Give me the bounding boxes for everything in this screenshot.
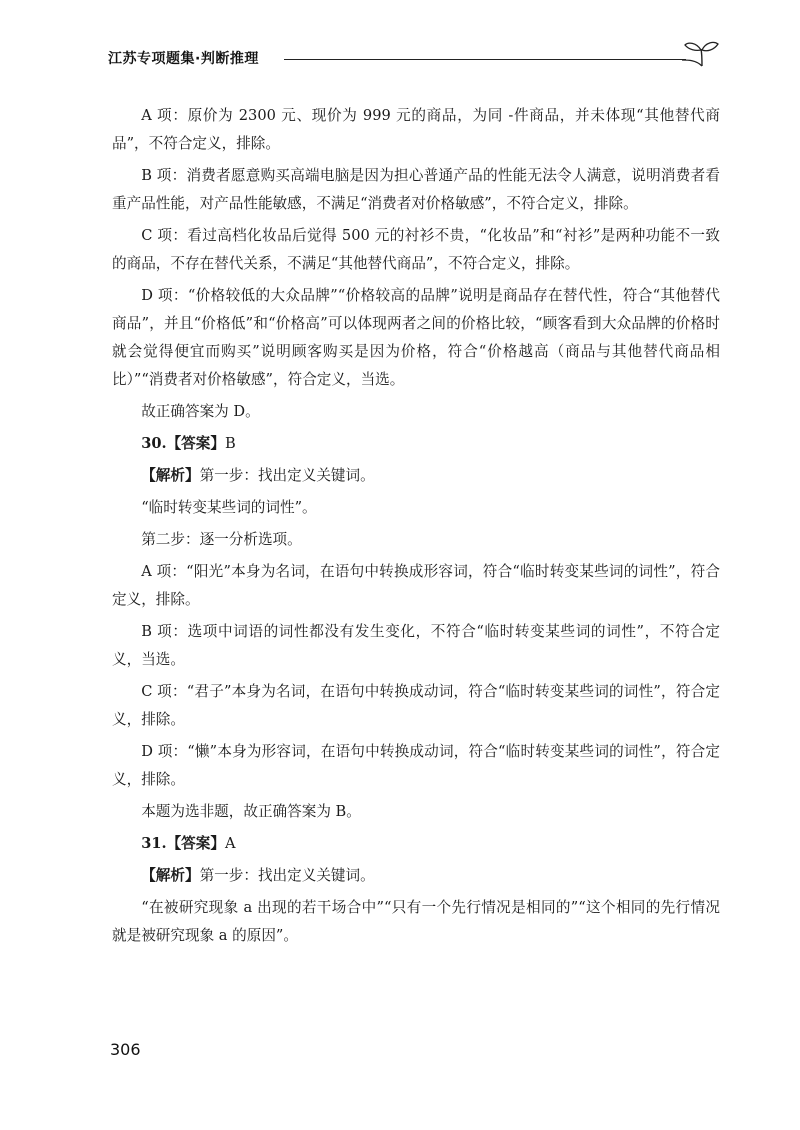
- paragraph-answer-29: 故正确答案为 D。: [141, 403, 260, 420]
- page-body: [112, 102, 720, 954]
- answer-label-31: 31.【答案】: [141, 835, 225, 852]
- answer-label-30: 30.【答案】: [141, 435, 225, 452]
- conclusion-30: 本题为选非题，故正确答案为 B。: [141, 803, 361, 820]
- answer-line-31: [112, 830, 720, 858]
- paragraph-option-a-29: A 项：原价为 2300 元、现价为 999 元的商品，为同 -件商品，并未体现“其他替代商品”，不符合定义，排除。: [112, 107, 720, 152]
- answer-line-30: [112, 430, 720, 458]
- paragraph-option-d-29: D 项：“价格较低的大众品牌”“价格较高的品牌”说明是商品存在替代性，符合“其他替代商品”，并且“价格低”和“价格高”可以体现两者之间的价格比较，“顾客看到大众品牌的价格时就会觉得便宜而购买”说明顾客购买是因为价格，符合“价格越高（商品与其他替代商品相比）”“消费者对价格敏感”，符合定义，当选。: [112, 287, 720, 388]
- answer-value-31: A: [224, 835, 236, 852]
- sprout-icon: [682, 38, 722, 68]
- step2-30: 第二步：逐一分析选项。: [141, 531, 302, 548]
- book-title: 江苏专项题集·判断推理: [108, 51, 259, 67]
- option-b-30: B 项：选项中词语的词性都没有发生变化，不符合“临时转变某些词的词性”，不符合定义，当选。: [112, 623, 720, 668]
- option-c-30: C 项：“君子”本身为名词，在语句中转换成动词，符合“临时转变某些词的词性”，符合定义，排除。: [112, 683, 720, 728]
- header-rule: [284, 59, 686, 60]
- option-a-30: A 项：“阳光”本身为名词，在语句中转换成形容词，符合“临时转变某些词的词性”，符合定义，排除。: [112, 563, 720, 608]
- page-number: 306: [110, 1040, 141, 1059]
- keywords-31: “在被研究现象 a 出现的若干场合中”“只有一个先行情况是相同的”“这个相同的先行情况就是被研究现象 a 的原因”。: [112, 899, 720, 944]
- keywords-30: “临时转变某些词的词性”。: [141, 499, 317, 516]
- option-d-30: D 项：“懒”本身为形容词，在语句中转换成动词，符合“临时转变某些词的词性”，符合定义，排除。: [112, 743, 720, 788]
- analysis-step1-30: [112, 462, 720, 490]
- step1-text-31: 第一步：找出定义关键词。: [199, 867, 375, 884]
- answer-value-30: B: [224, 435, 236, 452]
- step1-text-30: 第一步：找出定义关键词。: [199, 467, 375, 484]
- running-header: [108, 38, 728, 74]
- paragraph-option-b-29: B 项：消费者愿意购买高端电脑是因为担心普通产品的性能无法令人满意，说明消费者看重产品性能，对产品性能敏感，不满足“消费者对价格敏感”，不符合定义，排除。: [112, 167, 720, 212]
- analysis-label-31: 【解析】: [141, 867, 200, 884]
- analysis-label-30: 【解析】: [141, 467, 200, 484]
- analysis-step1-31: [112, 862, 720, 890]
- paragraph-option-c-29: C 项：看过高档化妆品后觉得 500 元的衬衫不贵，“化妆品”和“衬衫”是两种功能不一致的商品，不存在替代关系，不满足“其他替代商品”，不符合定义，排除。: [112, 227, 720, 272]
